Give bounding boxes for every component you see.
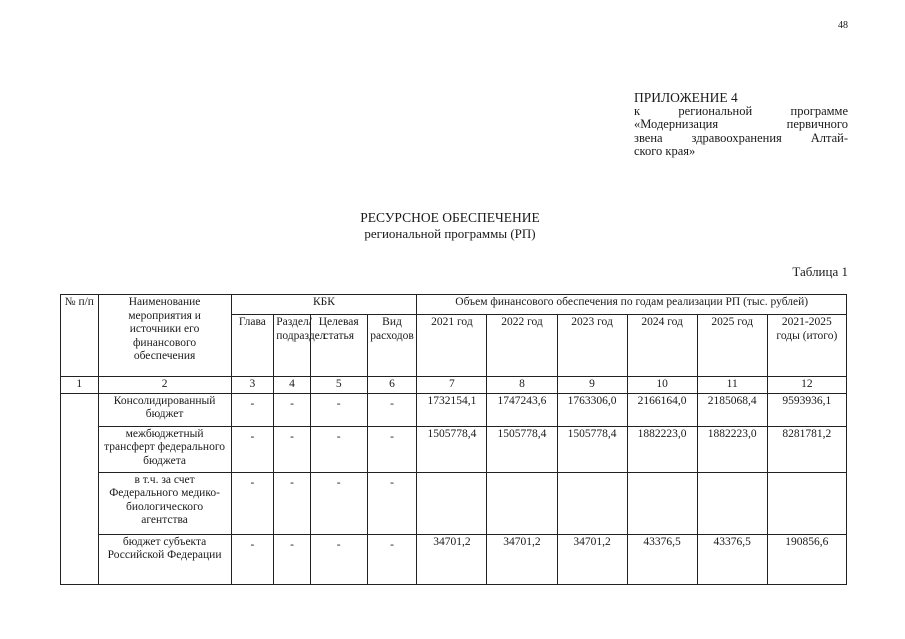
appendix-line: ского края» <box>634 144 696 158</box>
table-row <box>61 393 847 426</box>
value-cell: 1505778,4 <box>417 426 487 472</box>
value-cell <box>417 472 487 534</box>
kbk-cell: - <box>231 472 274 534</box>
value-cell: 9593936,1 <box>767 393 846 426</box>
table-row <box>61 472 847 534</box>
kbk-cell: - <box>310 393 367 426</box>
header-year-col: 2023 год <box>557 315 627 377</box>
value-cell: 190856,6 <box>767 534 846 584</box>
column-number: 11 <box>697 377 767 394</box>
column-number: 6 <box>367 377 417 394</box>
column-number: 8 <box>487 377 557 394</box>
column-number: 5 <box>310 377 367 394</box>
kbk-cell: - <box>231 534 274 584</box>
kbk-cell: - <box>310 472 367 534</box>
header-num: № п/п <box>61 295 99 377</box>
row-num-cell <box>61 393 99 584</box>
page-number: 48 <box>838 20 848 31</box>
kbk-cell: - <box>274 472 311 534</box>
kbk-cell: - <box>274 393 311 426</box>
document-title <box>300 210 600 242</box>
header-year-col: 2024 год <box>627 315 697 377</box>
header-year-col: 2025 год <box>697 315 767 377</box>
column-number: 12 <box>767 377 846 394</box>
kbk-cell: - <box>367 534 417 584</box>
column-number: 3 <box>231 377 274 394</box>
column-number: 9 <box>557 377 627 394</box>
column-number: 2 <box>98 377 231 394</box>
value-cell: 34701,2 <box>487 534 557 584</box>
value-cell <box>487 472 557 534</box>
header-year-col: 2022 год <box>487 315 557 377</box>
value-cell: 2185068,4 <box>697 393 767 426</box>
kbk-cell: - <box>231 393 274 426</box>
table-label: Таблица 1 <box>792 264 848 279</box>
header-year-col: 2021-2025 годы (итого) <box>767 315 846 377</box>
value-cell <box>627 472 697 534</box>
row-name: в т.ч. за счет Федерального медико-биологического агентства <box>98 472 231 534</box>
value-cell: 1505778,4 <box>557 426 627 472</box>
kbk-cell: - <box>367 472 417 534</box>
kbk-cell: - <box>367 426 417 472</box>
appendix-line: к региональной программе <box>634 103 848 118</box>
header-funding: Объем финансового обеспечения по годам реализации РП (тыс. рублей) <box>417 295 847 315</box>
value-cell: 2166164,0 <box>627 393 697 426</box>
appendix-block <box>634 91 848 159</box>
appendix-line: звена здравоохранения Алтай- <box>634 130 848 145</box>
value-cell <box>557 472 627 534</box>
value-cell: 8281781,2 <box>767 426 846 472</box>
header-name: Наименование мероприятия и источники его финансового обеспечения <box>98 295 231 377</box>
column-number: 10 <box>627 377 697 394</box>
row-name: межбюджетный трансферт федерального бюджета <box>98 426 231 472</box>
value-cell: 43376,5 <box>627 534 697 584</box>
kbk-cell: - <box>310 534 367 584</box>
column-number: 1 <box>61 377 99 394</box>
value-cell: 43376,5 <box>697 534 767 584</box>
column-number: 7 <box>417 377 487 394</box>
row-name: бюджет субъекта Российской Федерации <box>98 534 231 584</box>
column-number: 4 <box>274 377 311 394</box>
header-kbk-col: Целевая статья <box>310 315 367 377</box>
title-line-2: региональной программы (РП) <box>364 226 536 241</box>
appendix-line: «Модернизация первичного <box>634 117 848 131</box>
header-kbk-col: Вид расходов <box>367 315 417 377</box>
kbk-cell: - <box>310 426 367 472</box>
value-cell: 1732154,1 <box>417 393 487 426</box>
value-cell: 34701,2 <box>557 534 627 584</box>
value-cell: 1747243,6 <box>487 393 557 426</box>
kbk-cell: - <box>274 426 311 472</box>
table-row <box>61 534 847 584</box>
resource-table <box>60 294 847 585</box>
value-cell <box>697 472 767 534</box>
table-row <box>61 426 847 472</box>
value-cell: 1763306,0 <box>557 393 627 426</box>
kbk-cell: - <box>367 393 417 426</box>
title-line-1: РЕСУРСНОЕ ОБЕСПЕЧЕНИЕ <box>360 210 540 225</box>
value-cell <box>767 472 846 534</box>
value-cell: 34701,2 <box>417 534 487 584</box>
value-cell: 1505778,4 <box>487 426 557 472</box>
header-kbk: КБК <box>231 295 417 315</box>
kbk-cell: - <box>231 426 274 472</box>
appendix-heading: ПРИЛОЖЕНИЕ 4 <box>634 90 738 105</box>
value-cell: 1882223,0 <box>627 426 697 472</box>
kbk-cell: - <box>274 534 311 584</box>
header-kbk-col: Раздел/подраздел <box>274 315 311 377</box>
header-kbk-col: Глава <box>231 315 274 377</box>
value-cell: 1882223,0 <box>697 426 767 472</box>
header-year-col: 2021 год <box>417 315 487 377</box>
row-name: Консолидированный бюджет <box>98 393 231 426</box>
